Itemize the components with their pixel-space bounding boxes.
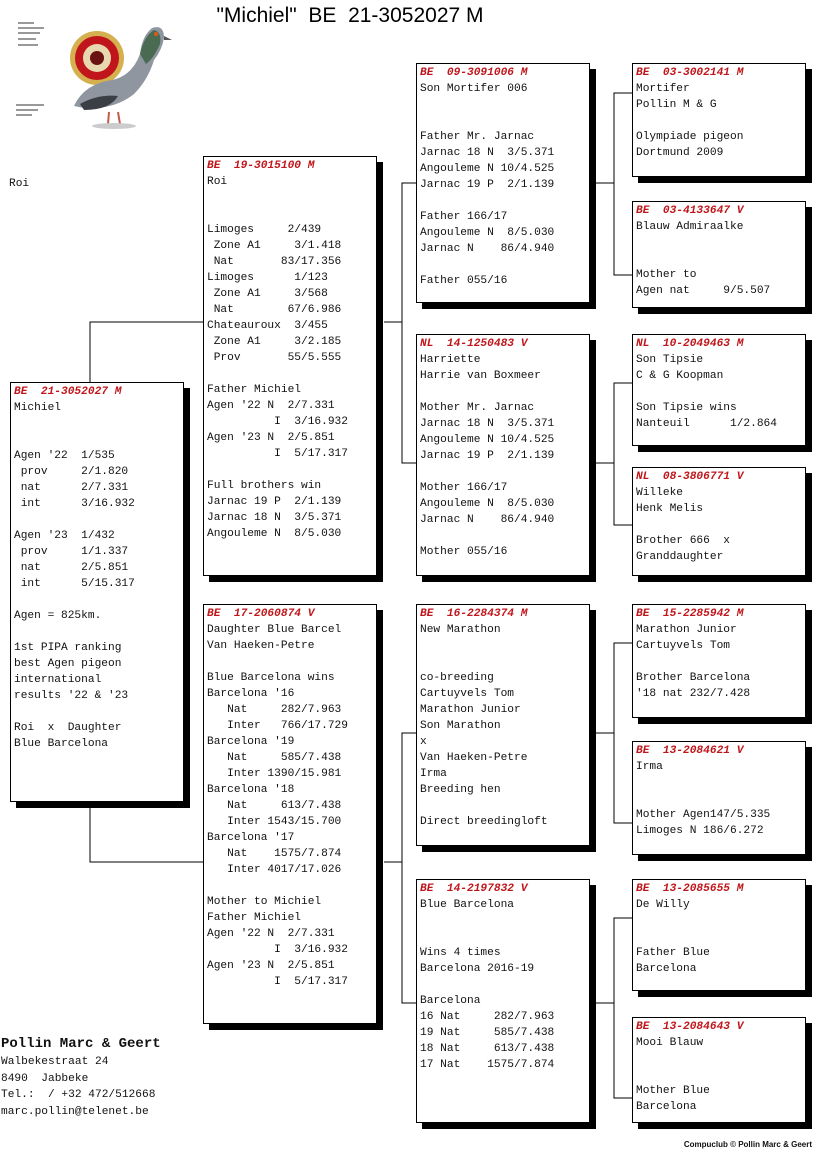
card-line: Mother Agen147/5.335 [636,809,771,821]
card-line: Mother to [636,269,697,281]
card-line [420,913,586,929]
card-line: Agen nat 9/5.507 [636,285,771,297]
card-line: Wins 4 times [420,947,501,959]
card-line [636,517,802,533]
ring-number: BE 16-2284374 M [420,608,528,620]
breeder-street: Walbekestraat 24 [1,1056,109,1068]
card-line [636,654,802,670]
card-line: Agen '23 1/432 [14,530,115,542]
card-line: Van Haeken-Petre [207,640,315,652]
card-line: I 5/17.317 [207,448,348,460]
card-line: Willeke [636,487,683,499]
card-mmm [632,1017,806,1123]
card-line [420,257,586,273]
ring-number: BE 03-3002141 M [636,67,744,79]
card-line: Agen '22 1/535 [14,450,115,462]
card-line: Limoges 2/439 [207,224,322,236]
card-line: results '22 & '23 [14,690,129,702]
card-line: 19 Nat 585/7.438 [420,1027,555,1039]
card-line: Roi x Daughter [14,722,122,734]
card-line: Brother 666 x [636,535,730,547]
card-line: Jarnac N 86/4.940 [420,243,555,255]
card-line [420,929,586,945]
card-line: Marathon Junior [420,704,521,716]
card-line: Olympiade pigeon [636,131,744,143]
card-line [420,384,586,400]
card-line [420,113,586,129]
card-subject [10,382,184,802]
card-line [636,775,802,791]
card-line: prov 1/1.337 [14,546,129,558]
card-mm [416,879,590,1123]
card-line: Van Haeken-Petre [420,752,528,764]
card-line: Limoges N 186/6.272 [636,825,764,837]
card-line [14,624,180,640]
card-line: Marathon Junior [636,624,737,636]
card-line: Inter 1390/15.981 [207,768,342,780]
card-line: Angouleme N 10/4.525 [420,434,555,446]
card-line [636,251,802,267]
card-line [14,592,180,608]
card-line [14,512,180,528]
card-line: Barcelona '17 [207,832,295,844]
card-line: Angouleme N 8/5.030 [420,498,555,510]
card-line: Agen '22 N 2/7.331 [207,400,335,412]
card-line [207,190,373,206]
card-line [420,528,586,544]
card-line: Mother to Michiel [207,896,322,908]
breeder-city: 8490 Jabbeke [1,1072,89,1085]
card-line: Nat 282/7.963 [207,704,342,716]
card-line [636,235,802,251]
card-line: Barcelona [420,995,481,1007]
card-line: int 5/15.317 [14,578,135,590]
card-line [420,464,586,480]
card-line [636,113,802,129]
card-line: Pollin M & G [636,99,717,111]
card-line: C & G Koopman [636,370,724,382]
card-line [14,704,180,720]
card-line: New Marathon [420,624,501,636]
card-line: x [420,736,427,748]
card-line: '18 nat 232/7.428 [636,688,751,700]
card-line: international [14,674,102,686]
card-line: Blue Barcelona wins [207,672,335,684]
card-line: Nanteuil 1/2.864 [636,418,777,430]
card-line: Mooi Blauw [636,1037,704,1049]
card-line: 1st PIPA ranking [14,642,122,654]
card-line: Daughter Blue Barcel [207,624,342,636]
footer-credit: Compuclub © Pollin Marc & Geert [683,1140,812,1149]
card-line: Prov 55/5.555 [207,352,342,364]
card-mother [203,604,377,1024]
card-line: Cartuyvels Tom [636,640,730,652]
card-line: Nat 1575/7.874 [207,848,342,860]
card-line: Nat 585/7.438 [207,752,342,764]
page-title: "Michiel" BE 21-3052027 M [216,4,484,27]
card-line [207,878,373,894]
card-line: I 5/17.317 [207,976,348,988]
card-line: Barcelona '19 [207,736,295,748]
card-line: Limoges 1/123 [207,272,328,284]
card-line: Dortmund 2009 [636,147,724,159]
card-line: Son Tipsie [636,354,704,366]
card-fmm [632,467,806,576]
card-line [636,1051,802,1067]
card-line: Son Marathon [420,720,501,732]
card-line: co-breeding [420,672,494,684]
card-line: Father Michiel [207,384,301,396]
card-line: Mother Blue [636,1085,710,1097]
card-line: Inter 766/17.729 [207,720,348,732]
card-line: I 3/16.932 [207,416,348,428]
card-ff [416,63,590,303]
card-line: Michiel [14,402,61,414]
breeder-phone: Tel.: / +32 472/512668 [1,1089,156,1101]
card-fmf [632,334,806,446]
card-line: Son Mortifer 006 [420,83,528,95]
card-line: I 3/16.932 [207,944,348,956]
card-line: De Willy [636,899,690,911]
card-line: Zone A1 3/2.185 [207,336,342,348]
card-line: Father Michiel [207,912,301,924]
card-line [420,193,586,209]
card-line: Barcelona 2016-19 [420,963,535,975]
breeder-email: marc.pollin@telenet.be [1,1105,149,1118]
card-line: nat 2/5.851 [14,562,129,574]
card-line [636,384,802,400]
card-line [636,913,802,929]
card-line: Zone A1 3/1.418 [207,240,342,252]
card-line: nat 2/7.331 [14,482,129,494]
card-line [420,97,586,113]
card-mf [416,604,590,846]
ring-number: NL 14-1250483 V [420,338,528,350]
card-mfm [632,741,806,855]
ring-number: BE 13-2085655 M [636,883,744,895]
card-line: Jarnac 19 P 2/1.139 [420,450,555,462]
ring-number: BE 19-3015100 M [207,160,315,172]
card-line: Irma [420,768,447,780]
card-line: Jarnac N 86/4.940 [420,514,555,526]
card-line [207,462,373,478]
card-line [14,416,180,432]
card-line: 17 Nat 1575/7.874 [420,1059,555,1071]
card-ffm [632,201,806,308]
card-line: Granddaughter [636,551,724,563]
ring-number: BE 15-2285942 M [636,608,744,620]
card-line: Mother Mr. Jarnac [420,402,535,414]
card-line [207,654,373,670]
card-line: Roi [207,176,228,188]
card-line: Nat 67/6.986 [207,304,342,316]
card-mff [632,604,806,718]
card-line: Agen '23 N 2/5.851 [207,960,335,972]
card-father [203,156,377,576]
card-line: Mortifer [636,83,690,95]
card-line: Agen '23 N 2/5.851 [207,432,335,444]
breeder-name: Pollin Marc & Geert [1,1036,161,1052]
card-line: Barcelona [636,1101,697,1113]
card-line: Angouleme N 8/5.030 [207,528,342,540]
card-line: Mother 055/16 [420,546,508,558]
card-line: Father Blue [636,947,710,959]
card-line: Inter 1543/15.700 [207,816,342,828]
card-line: Harriette [420,354,481,366]
card-line: prov 2/1.820 [14,466,129,478]
card-line: Jarnac 19 P 2/1.139 [420,179,555,191]
breeder-info [1,1034,161,1120]
card-line: Father Mr. Jarnac [420,131,535,143]
card-line [420,654,586,670]
card-line: Full brothers win [207,480,322,492]
card-line: Angouleme N 10/4.525 [420,163,555,175]
card-line: Blue Barcelona [14,738,108,750]
card-mmf [632,879,806,991]
ring-number: BE 14-2197832 V [420,883,528,895]
card-line: Direct breedingloft [420,816,548,828]
card-line [207,366,373,382]
ring-number: BE 09-3091006 M [420,67,528,79]
card-line: Nat 83/17.356 [207,256,342,268]
card-line: Harrie van Boxmeer [420,370,541,382]
card-line: Henk Melis [636,503,704,515]
ring-number: BE 13-2084643 V [636,1021,744,1033]
card-line: Jarnac 18 N 3/5.371 [420,147,555,159]
card-line: Jarnac 18 N 3/5.371 [207,512,342,524]
card-line: Mother 166/17 [420,482,508,494]
card-line: Blue Barcelona [420,899,514,911]
card-line: Agen '22 N 2/7.331 [207,928,335,940]
card-line [636,929,802,945]
card-line: Breeding hen [420,784,501,796]
ring-number: BE 21-3052027 M [14,386,122,398]
logo-small-text [16,22,44,116]
card-line: Angouleme N 8/5.030 [420,227,555,239]
ring-number: NL 08-3806771 V [636,471,744,483]
side-name: Roi [9,178,30,190]
card-line [207,206,373,222]
card-line: Barcelona '18 [207,784,295,796]
card-line: Inter 4017/17.026 [207,864,342,876]
card-line: Agen = 825km. [14,610,102,622]
card-line: Father 055/16 [420,275,508,287]
card-line: Chateauroux 3/455 [207,320,328,332]
ring-number: BE 03-4133647 V [636,205,744,217]
card-line: 16 Nat 282/7.963 [420,1011,555,1023]
card-line: Cartuyvels Tom [420,688,514,700]
card-line [636,791,802,807]
card-line: Jarnac 19 P 2/1.139 [207,496,342,508]
card-line: Zone A1 3/568 [207,288,328,300]
card-line [420,638,586,654]
ring-number: NL 10-2049463 M [636,338,744,350]
card-line [14,432,180,448]
card-line [636,1067,802,1083]
card-line: Jarnac 18 N 3/5.371 [420,418,555,430]
ring-number: BE 17-2060874 V [207,608,315,620]
card-line: Father 166/17 [420,211,508,223]
card-fm [416,334,590,576]
card-line: Nat 613/7.438 [207,800,342,812]
card-line [420,977,586,993]
card-fff [632,63,806,177]
card-line: Blauw Admiraalke [636,221,744,233]
card-line: 18 Nat 613/7.438 [420,1043,555,1055]
card-line: Irma [636,761,663,773]
card-line: int 3/16.932 [14,498,135,510]
card-line: Barcelona '16 [207,688,295,700]
card-line: Barcelona [636,963,697,975]
card-line [420,798,586,814]
ring-number: BE 13-2084621 V [636,745,744,757]
pigeon-logo [14,14,180,130]
card-line: Son Tipsie wins [636,402,737,414]
card-line: best Agen pigeon [14,658,122,670]
card-line: Brother Barcelona [636,672,751,684]
